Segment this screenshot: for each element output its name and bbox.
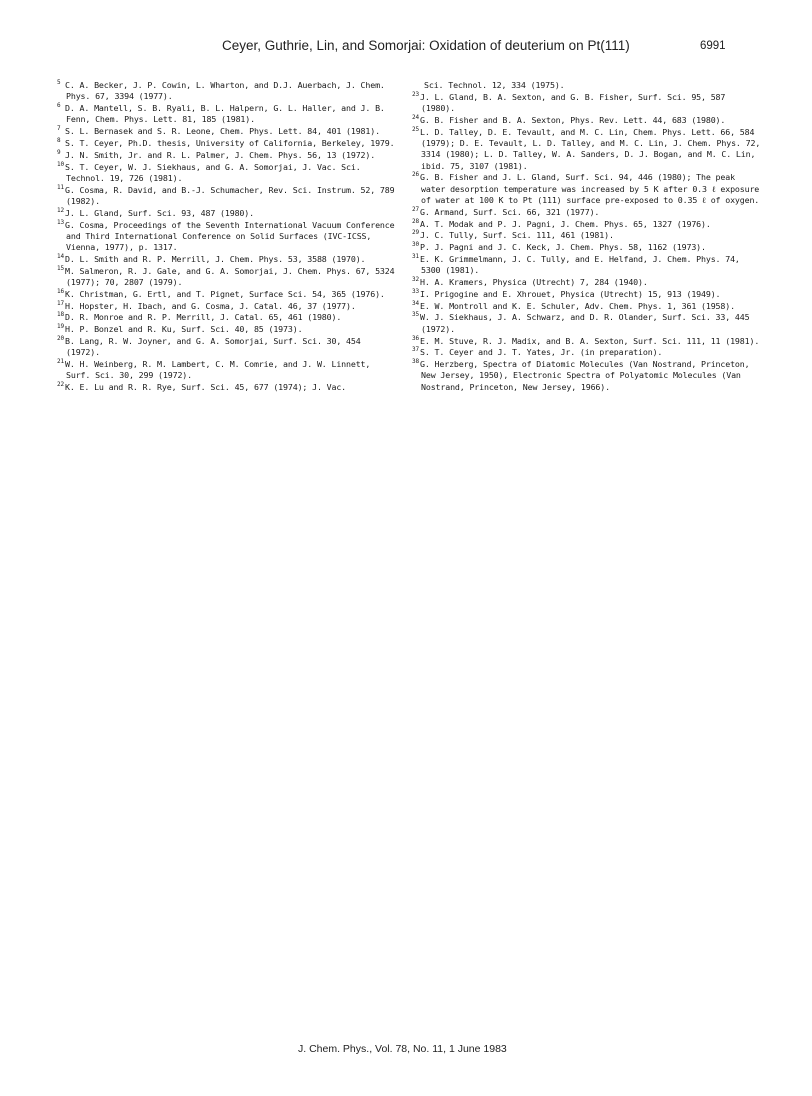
reference-text: J. L. Gland, B. A. Sexton, and G. B. Fisher, Surf. Sci. 95, 587 (1980). <box>420 91 726 114</box>
reference-number: 29 <box>412 229 419 237</box>
reference-item <box>58 80 398 103</box>
reference-item <box>58 103 398 126</box>
reference-number: 18 <box>57 311 64 319</box>
reference-number: 36 <box>412 334 419 342</box>
reference-number: 30 <box>412 241 419 249</box>
reference-item <box>58 162 398 185</box>
reference-item <box>58 126 398 137</box>
reference-number: 6 <box>57 102 61 110</box>
reference-item <box>413 230 761 241</box>
reference-text: G. Cosma, R. David, and B.-J. Schumacher, Rev. Sci. Instrum. 52, 789 (1982). <box>65 184 395 206</box>
reference-text: M. Salmeron, R. J. Gale, and G. A. Somorjai, J. Chem. Phys. 67, 5324 (1977); 70, 2807 (1979). <box>65 265 395 288</box>
reference-item <box>413 92 761 115</box>
references-right-column <box>413 80 761 394</box>
reference-number: 22 <box>57 381 64 389</box>
reference-number: 26 <box>412 171 419 179</box>
reference-text: D. R. Monroe and R. P. Merrill, J. Catal. 65, 461 (1980). <box>65 312 342 323</box>
reference-number: 25 <box>412 125 419 133</box>
reference-number: 21 <box>57 358 64 366</box>
reference-item <box>58 359 398 382</box>
reference-text: H. P. Bonzel and R. Ku, Surf. Sci. 40, 85 (1973). <box>65 324 303 335</box>
reference-text: W. J. Siekhaus, J. A. Schwarz, and D. R. Olander, Surf. Sci. 33, 445 (1972). <box>420 312 750 334</box>
reference-text: G. Herzberg, Spectra of Diatomic Molecules (Van Nostrand, Princeton, New Jersey, 1950), Electronic Spectra of Polyatomic Molecules (Van Nostrand, Princeton, New Jersey, 1966). <box>420 359 750 392</box>
reference-number: 23 <box>412 90 419 98</box>
reference-number: 19 <box>57 323 64 331</box>
reference-item <box>413 207 761 218</box>
references-left-column <box>58 80 398 394</box>
reference-item <box>413 347 761 358</box>
reference-number: 33 <box>412 287 419 295</box>
reference-item <box>413 359 761 393</box>
reference-item <box>413 336 761 347</box>
reference-text: B. Lang, R. W. Joyner, and G. A. Somorjai, Surf. Sci. 30, 454 (1972). <box>65 336 361 358</box>
reference-text: H. A. Kramers, Physica (Utrecht) 7, 284 (1940). <box>420 277 648 288</box>
reference-text: P. J. Pagni and J. C. Keck, J. Chem. Phys. 58, 1162 (1973). <box>420 242 706 253</box>
reference-text: S. L. Bernasek and S. R. Leone, Chem. Phys. Lett. 84, 401 (1981). <box>65 126 380 137</box>
reference-text: G. Armand, Surf. Sci. 66, 321 (1977). <box>420 206 600 217</box>
journal-footer: J. Chem. Phys., Vol. 78, No. 11, 1 June 1983 <box>298 1043 507 1055</box>
reference-text: J. N. Smith, Jr. and R. L. Palmer, J. Chem. Phys. 56, 13 (1972). <box>65 149 376 160</box>
reference-continuation: Sci. Technol. 12, 334 (1975). <box>424 80 565 90</box>
reference-number: 16 <box>57 287 64 295</box>
reference-number: 34 <box>412 299 419 307</box>
reference-item <box>58 382 398 393</box>
reference-item <box>413 172 761 206</box>
reference-text: J. L. Gland, Surf. Sci. 93, 487 (1980). <box>65 207 254 218</box>
reference-item <box>58 220 398 254</box>
reference-text: S. T. Ceyer, Ph.D. thesis, University of California, Berkeley, 1979. <box>65 137 395 148</box>
reference-text: G. B. Fisher and J. L. Gland, Surf. Sci. 94, 446 (1980); The peak water desorption temperature was increased by 5 K after 0.3 ℓ exposure of water at 100 K to Pt (111) surface pre-exposed to 0.35 ℓ of oxygen. <box>420 172 760 205</box>
reference-text: D. A. Mantell, S. B. Ryali, B. L. Halpern, G. L. Haller, and J. B. Fenn, Chem. Phys. Lett. 81, 185 (1981). <box>65 103 385 125</box>
reference-item <box>413 289 761 300</box>
reference-item <box>413 312 761 335</box>
reference-item <box>58 324 398 335</box>
reference-item <box>413 242 761 253</box>
reference-item <box>58 208 398 219</box>
reference-number: 14 <box>57 252 64 260</box>
reference-text: K. Christman, G. Ertl, and T. Pignet, Surface Sci. 54, 365 (1976). <box>65 288 385 299</box>
reference-number: 15 <box>57 264 64 272</box>
reference-number: 12 <box>57 206 64 214</box>
reference-number: 7 <box>57 125 61 133</box>
reference-number: 8 <box>57 136 61 144</box>
reference-item <box>58 185 398 208</box>
reference-number: 35 <box>412 311 419 319</box>
reference-text: K. E. Lu and R. R. Rye, Surf. Sci. 45, 677 (1974); J. Vac. <box>65 382 347 393</box>
reference-number: 20 <box>57 335 64 343</box>
reference-number: 10 <box>57 160 64 168</box>
reference-text: E. W. Montroll and K. E. Schuler, Adv. Chem. Phys. 1, 361 (1958). <box>420 300 735 311</box>
reference-number: 17 <box>57 299 64 307</box>
reference-item <box>413 219 761 230</box>
page-number: 6991 <box>700 40 726 52</box>
reference-text: L. D. Talley, D. E. Tevault, and M. C. Lin, Chem. Phys. Lett. 66, 584 (1979); D. E. Tevault, L. D. Talley, and M. C. Lin, J. Chem. Phys. 72, 3314 (1980); L. D. Talley, W. A. Sanders, D. J. Bogan, and M. C. Lin, ibid. 75, 3107 (1981). <box>420 126 761 171</box>
reference-text: G. B. Fisher and B. A. Sexton, Phys. Rev. Lett. 44, 683 (1980). <box>420 114 726 125</box>
reference-text: J. C. Tully, Surf. Sci. 111, 461 (1981). <box>420 230 614 241</box>
reference-text: I. Prigogine and E. Xhrouet, Physica (Utrecht) 15, 913 (1949). <box>420 288 721 299</box>
reference-text: G. Cosma, Proceedings of the Seventh International Vacuum Conference and Third International Conference on Solid Surfaces (IVC-ICSS, Vienna, 1977), p. 1317. <box>65 219 395 253</box>
reference-text: S. T. Ceyer and J. T. Yates, Jr. (in preparation). <box>420 347 663 358</box>
reference-item <box>58 312 398 323</box>
reference-text: E. K. Grimmelmann, J. C. Tully, and E. Helfand, J. Chem. Phys. 74, 5300 (1981). <box>420 253 740 276</box>
reference-number: 28 <box>412 217 419 225</box>
reference-number: 38 <box>412 358 419 366</box>
reference-number: 24 <box>412 113 419 121</box>
reference-item <box>58 301 398 312</box>
reference-text: A. T. Modak and P. J. Pagni, J. Chem. Phys. 65, 1327 (1976). <box>420 218 711 229</box>
reference-item <box>413 115 761 126</box>
reference-number: 27 <box>412 205 419 213</box>
reference-text: D. L. Smith and R. P. Merrill, J. Chem. Phys. 53, 3588 (1970). <box>65 253 366 264</box>
reference-item <box>58 254 398 265</box>
reference-item <box>413 277 761 288</box>
reference-item <box>58 266 398 289</box>
reference-text: C. A. Becker, J. P. Cowin, L. Wharton, and D.J. Auerbach, J. Chem. Phys. 67, 3394 (1977). <box>65 80 385 102</box>
reference-item <box>413 254 761 277</box>
reference-item <box>413 301 761 312</box>
reference-number: 11 <box>57 183 64 191</box>
reference-number: 13 <box>57 218 64 226</box>
reference-number: 31 <box>412 252 419 260</box>
running-header-title: Ceyer, Guthrie, Lin, and Somorjai: Oxidation of deuterium on Pt(111) <box>222 38 630 53</box>
reference-text: E. M. Stuve, R. J. Madix, and B. A. Sexton, Surf. Sci. 111, 11 (1981). <box>420 335 760 346</box>
reference-item <box>58 289 398 300</box>
reference-item <box>413 127 761 172</box>
reference-number: 37 <box>412 346 419 354</box>
reference-number: 5 <box>57 79 61 86</box>
reference-item <box>58 150 398 161</box>
reference-item <box>58 336 398 359</box>
reference-text: S. T. Ceyer, W. J. Siekhaus, and G. A. Somorjai, J. Vac. Sci. Technol. 19, 726 (1981). <box>65 161 361 183</box>
reference-number: 9 <box>57 148 61 156</box>
reference-text: H. Hopster, H. Ibach, and G. Cosma, J. Catal. 46, 37 (1977). <box>65 300 356 311</box>
reference-item <box>58 138 398 149</box>
reference-text: W. H. Weinberg, R. M. Lambert, C. M. Comrie, and J. W. Linnett, Surf. Sci. 30, 299 (1972). <box>65 359 371 381</box>
reference-number: 32 <box>412 276 419 284</box>
